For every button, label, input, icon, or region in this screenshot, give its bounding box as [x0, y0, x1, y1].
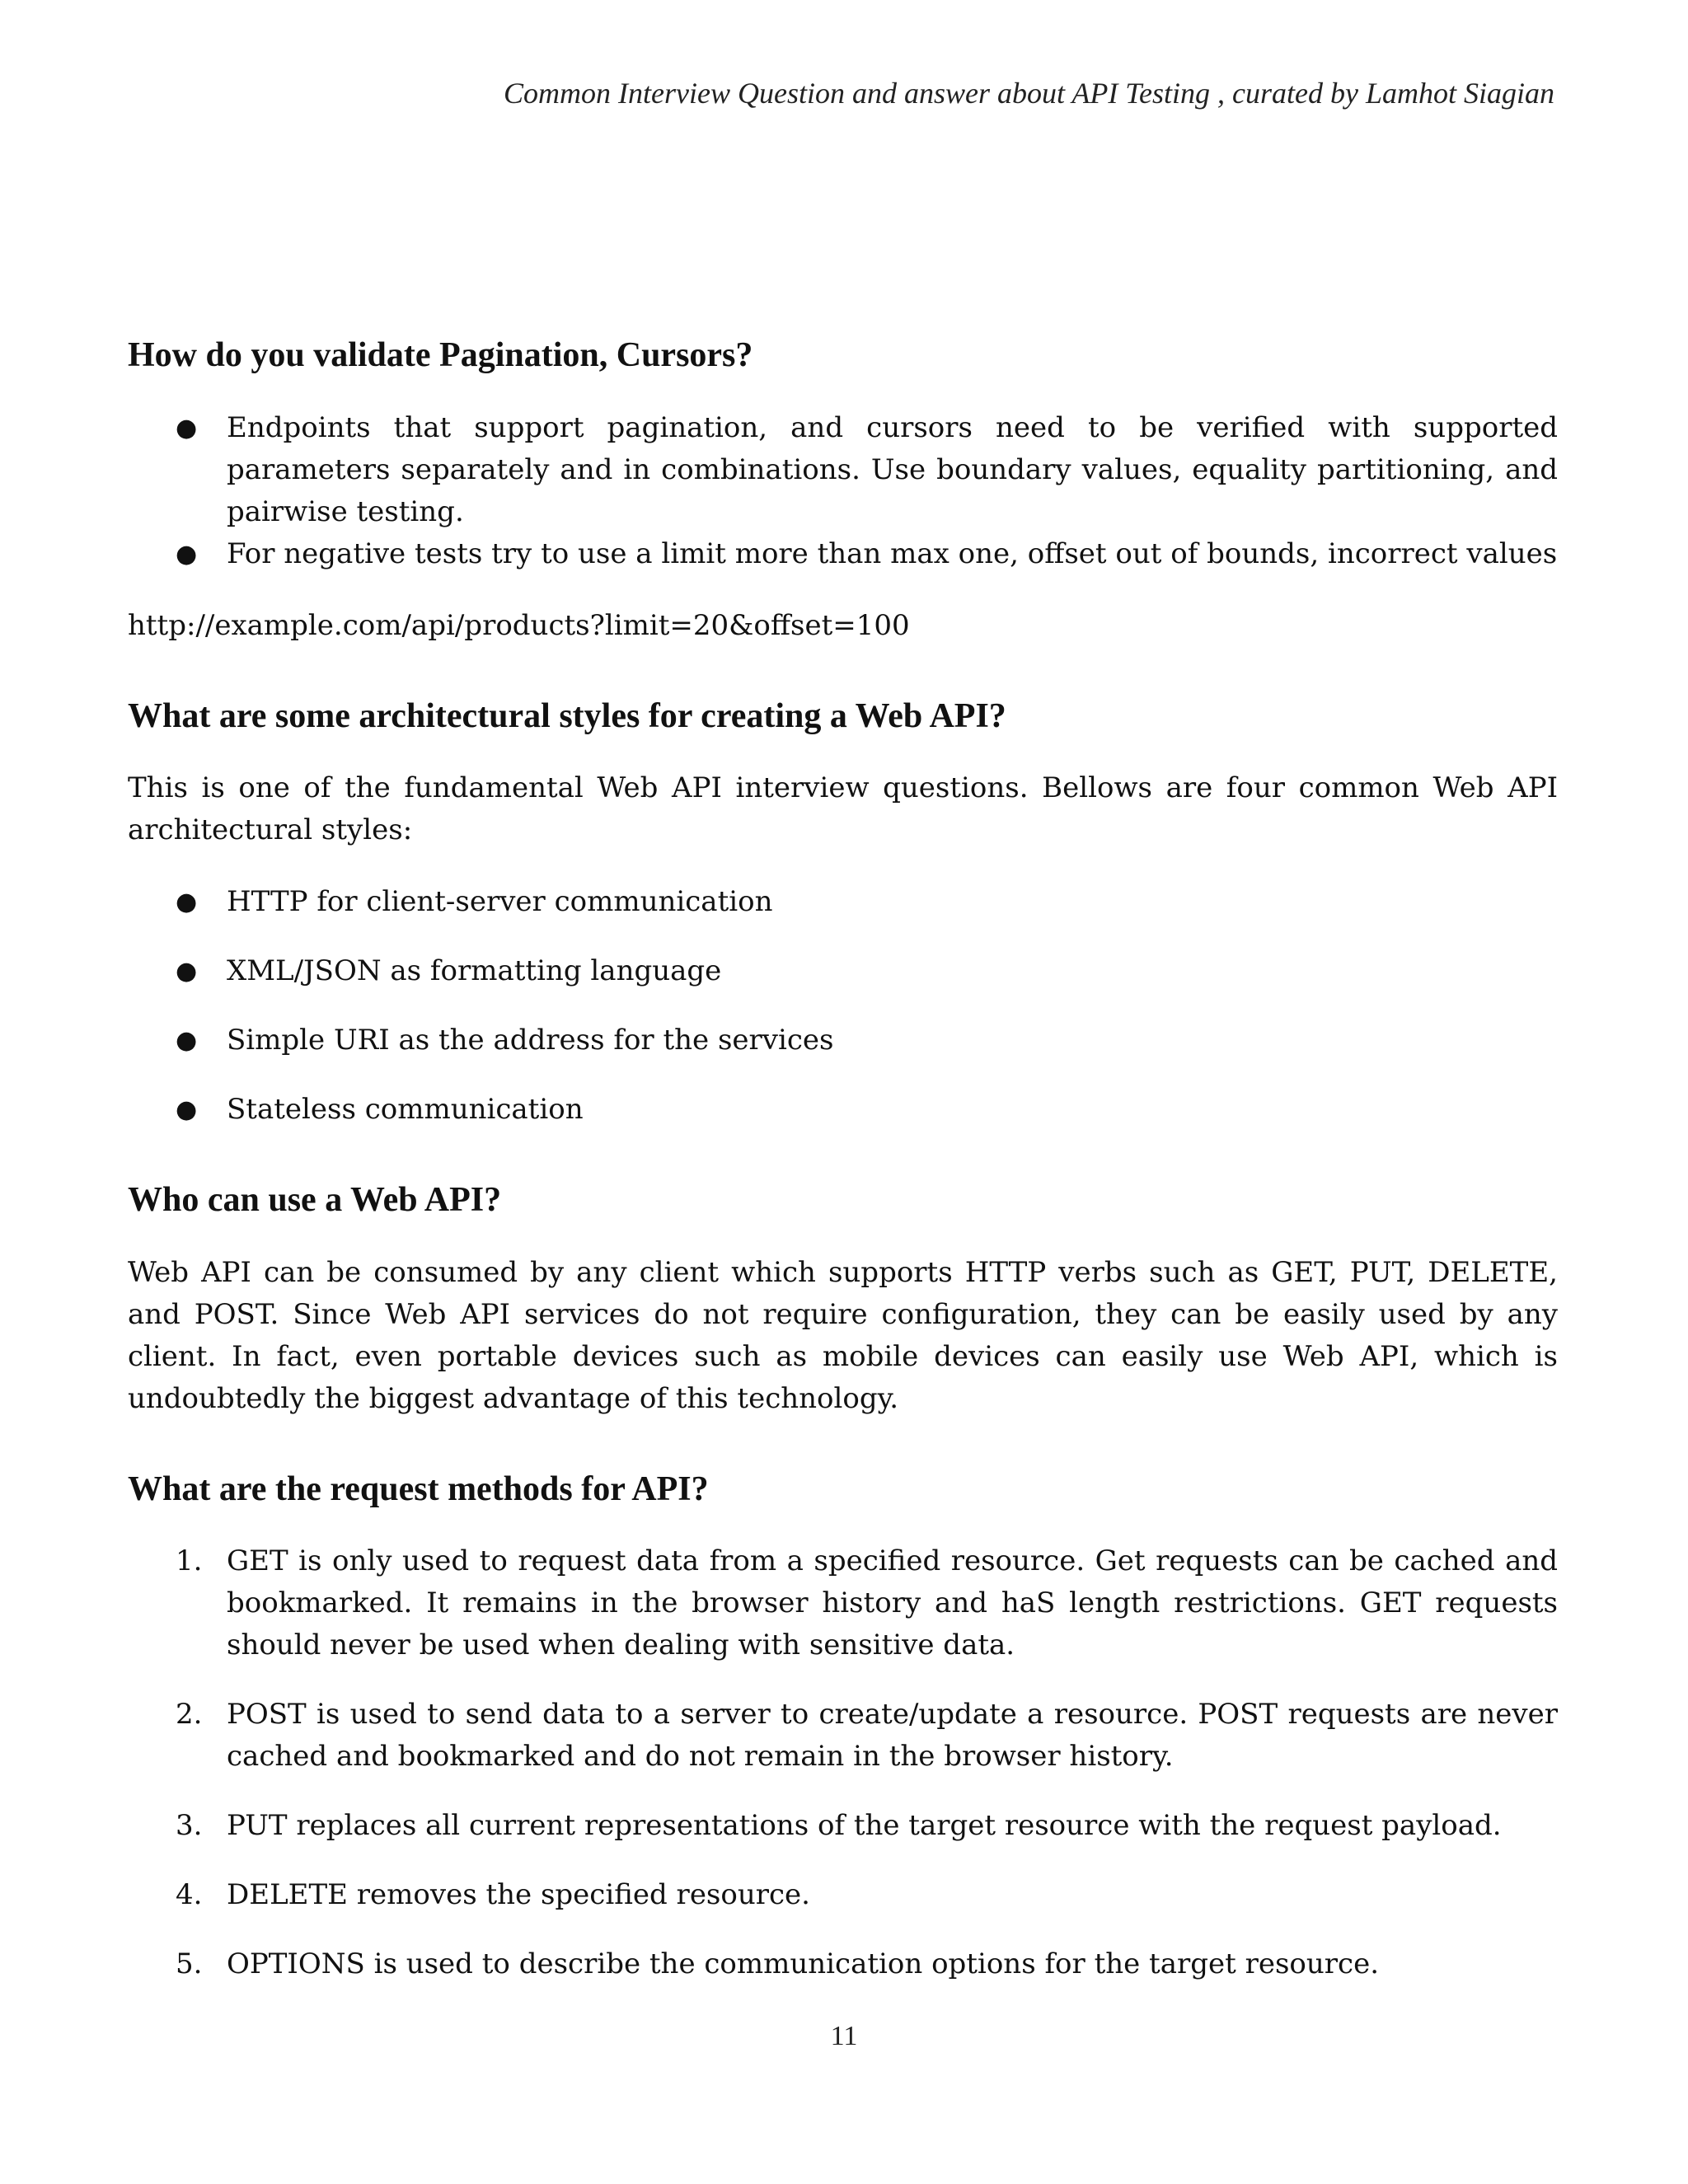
list-item-text: PUT replaces all current representations of the target resource with the request payload. [227, 1809, 1502, 1842]
list-item [128, 1019, 1558, 1062]
bullet-icon: ● [176, 539, 198, 569]
heading-pagination: How do you validate Pagination, Cursors? [128, 336, 753, 374]
list-item [128, 950, 1558, 992]
list-item [128, 407, 1558, 533]
page-number: 11 [830, 2021, 858, 2051]
list-item [128, 1089, 1558, 1131]
list-number: 2. [176, 1698, 203, 1731]
bullet-icon: ● [176, 1026, 198, 1055]
list-item [128, 1694, 1558, 1778]
list-item-text: XML/JSON as formatting language [227, 954, 722, 987]
bullet-icon: ● [176, 888, 198, 916]
bullet-icon: ● [176, 1095, 198, 1124]
list-item-text: POST is used to send data to a server to create/update a resource. POST requests are never cached and bookmarked and do not remain in the browser history. [227, 1698, 1558, 1773]
methods-numbered-list [128, 1540, 1558, 1985]
list-number: 3. [176, 1809, 203, 1842]
who-body: Web API can be consumed by any client which supports HTTP verbs such as GET, PUT, DELETE, and POST. Since Web API services do not require configuration, they can be easily used by any client. In fact, even portable devices such as mobile devices can easily use Web API, which is undoubtedly the biggest advantage of this technology. [128, 1255, 1558, 1415]
list-item [128, 1874, 1558, 1916]
heading-request-methods: What are the request methods for API? [128, 1469, 709, 1508]
page-content [128, 334, 1558, 2033]
list-item-text: Stateless communication [227, 1093, 584, 1126]
pagination-bullet-list [128, 407, 1558, 575]
list-item-text: HTTP for client-server communication [227, 885, 773, 918]
list-item [128, 1540, 1558, 1666]
list-item-text: Simple URI as the address for the services [227, 1024, 834, 1057]
list-item [128, 533, 1558, 575]
styles-bullet-list [128, 881, 1558, 1131]
list-item-text: For negative tests try to use a limit more than max one, offset out of bounds, incorrect values [227, 537, 1558, 570]
list-number: 5. [176, 1947, 203, 1980]
list-item [128, 1805, 1558, 1847]
heading-architectural-styles: What are some architectural styles for creating a Web API? [128, 696, 1006, 735]
bullet-icon: ● [176, 413, 198, 443]
section-architectural-styles [128, 695, 1558, 1132]
bullet-icon: ● [176, 957, 198, 986]
section-who-can-use [128, 1179, 1558, 1420]
list-item [128, 1943, 1558, 1985]
list-number: 1. [176, 1544, 203, 1577]
styles-intro: This is one of the fundamental Web API interview questions. Bellows are four common Web API architectural styles: [128, 771, 1558, 846]
section-pagination [128, 334, 1558, 647]
list-item-text: GET is only used to request data from a specified resource. Get requests can be cached and bookmarked. It remains in the browser history and haS length restrictions. GET requests should never be used when dealing with sensitive data. [227, 1544, 1558, 1661]
list-item-text: OPTIONS is used to describe the communication options for the target resource. [227, 1947, 1380, 1980]
list-item-text: Endpoints that support pagination, and cursors need to be verified with supported parameters separately and in combinations. Use boundary values, equality partitioning, and pairwise testing. [227, 410, 1558, 528]
heading-who-can-use: Who can use a Web API? [128, 1181, 502, 1219]
list-item-text: DELETE removes the specified resource. [227, 1878, 810, 1911]
example-url: http://example.com/api/products?limit=20&offset=100 [128, 608, 910, 642]
running-header: Common Interview Question and answer about API Testing , curated by Lamhot Siagian [504, 77, 1554, 110]
section-request-methods [128, 1468, 1558, 1986]
list-item [128, 881, 1558, 923]
list-number: 4. [176, 1878, 203, 1911]
